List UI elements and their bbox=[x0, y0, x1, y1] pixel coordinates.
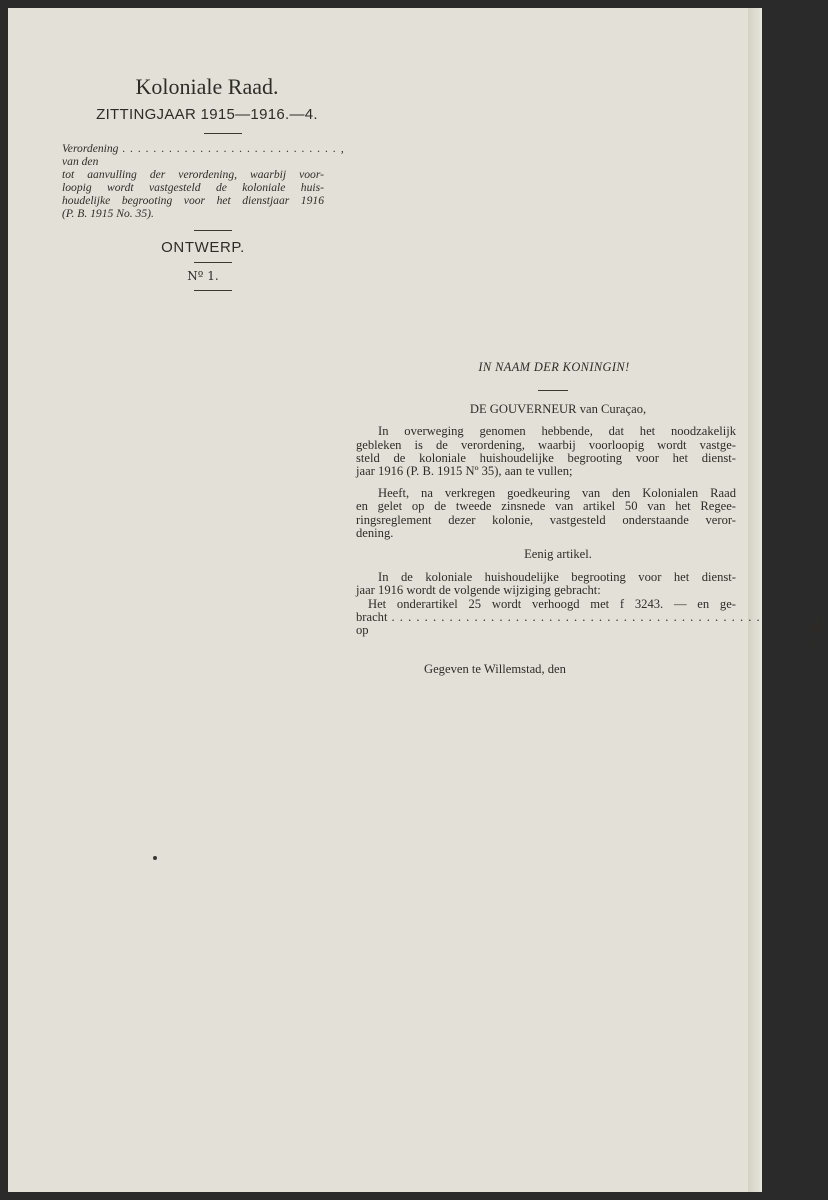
description-line-4: houdelijke begrooting voor het dienstjaar 1916 bbox=[62, 194, 324, 207]
header-block bbox=[58, 74, 344, 291]
ordinance-description bbox=[62, 142, 344, 220]
ordinance-body bbox=[356, 360, 828, 677]
closing-line: Gegeven te Willemstad, den bbox=[424, 662, 566, 677]
divider bbox=[194, 230, 232, 231]
enactment-line: ringsreglement dezer kolonie, vastgesteld onderstaande veror- bbox=[356, 512, 736, 527]
article-line: Het onderartikel 25 wordt verhoogd met f 3243. — en ge- bbox=[368, 596, 736, 611]
article-line: jaar 1916 wordt de volgende wijziging gebracht: bbox=[356, 583, 601, 598]
divider bbox=[204, 133, 242, 134]
dot-leader: . . . . . . . . . . . . . . . . . . . . . . . . . . . . . . . . . . . . . . . . . . . . . . . . . . bbox=[391, 609, 803, 624]
article-total-amount: f 11 996.— bbox=[806, 609, 828, 651]
article-total-label: bracht op bbox=[356, 609, 388, 638]
description-line-3: loopig wordt vastgesteld de koloniale huis- bbox=[62, 181, 324, 194]
dot-leader: . . . . . . . . . . . . . . . . . . . . . . . . . . . . bbox=[122, 142, 337, 155]
draft-label: ONTWERP. bbox=[161, 239, 245, 256]
page-fold-shadow bbox=[748, 8, 762, 1192]
article-paragraph bbox=[356, 570, 828, 651]
document-page bbox=[8, 8, 828, 1192]
description-line-1: Verordening van den bbox=[62, 142, 119, 168]
enactment-line: Heeft, na verkregen goedkeuring van den Kolonialen Raad bbox=[378, 486, 736, 501]
preamble: IN NAAM DER KONINGIN! bbox=[478, 360, 630, 374]
article-total-line bbox=[356, 609, 828, 651]
considering-line: In overweging genomen hebbende, dat het noodzakelijk bbox=[378, 424, 736, 439]
session-year: ZITTINGJAAR 1915—1916.—4. bbox=[96, 106, 318, 123]
divider bbox=[194, 262, 232, 263]
divider bbox=[538, 390, 568, 391]
council-title: Koloniale Raad. bbox=[135, 74, 279, 99]
considering-line: gebleken is de verordening, waarbij voorloopig wordt vastge- bbox=[356, 437, 736, 452]
divider bbox=[194, 290, 232, 291]
enactment-paragraph bbox=[356, 487, 736, 540]
ink-speck bbox=[153, 856, 157, 860]
description-line-5: (P. B. 1915 No. 35). bbox=[62, 207, 154, 220]
article-heading: Eenig artikel. bbox=[524, 547, 592, 562]
governor-line: DE GOUVERNEUR van Curaçao, bbox=[469, 402, 647, 417]
description-line-1-trail: , bbox=[340, 142, 344, 155]
description-line-2: tot aanvulling der verordening, waarbij voor- bbox=[62, 168, 324, 181]
article-line: In de koloniale huishoudelijke begrooting voor het dienst- bbox=[378, 570, 736, 585]
considering-line: steld de koloniale huishoudelijke begrooting voor het dienst- bbox=[356, 450, 736, 465]
considering-paragraph bbox=[356, 425, 736, 478]
enactment-line: en gelet op de tweede zinsnede van artikel 50 van het Regee- bbox=[356, 499, 736, 514]
draft-number: Nº 1. bbox=[187, 269, 219, 283]
considering-line: jaar 1916 (P. B. 1915 Nº 35), aan te vullen; bbox=[356, 464, 573, 479]
enactment-line: dening. bbox=[356, 525, 394, 540]
